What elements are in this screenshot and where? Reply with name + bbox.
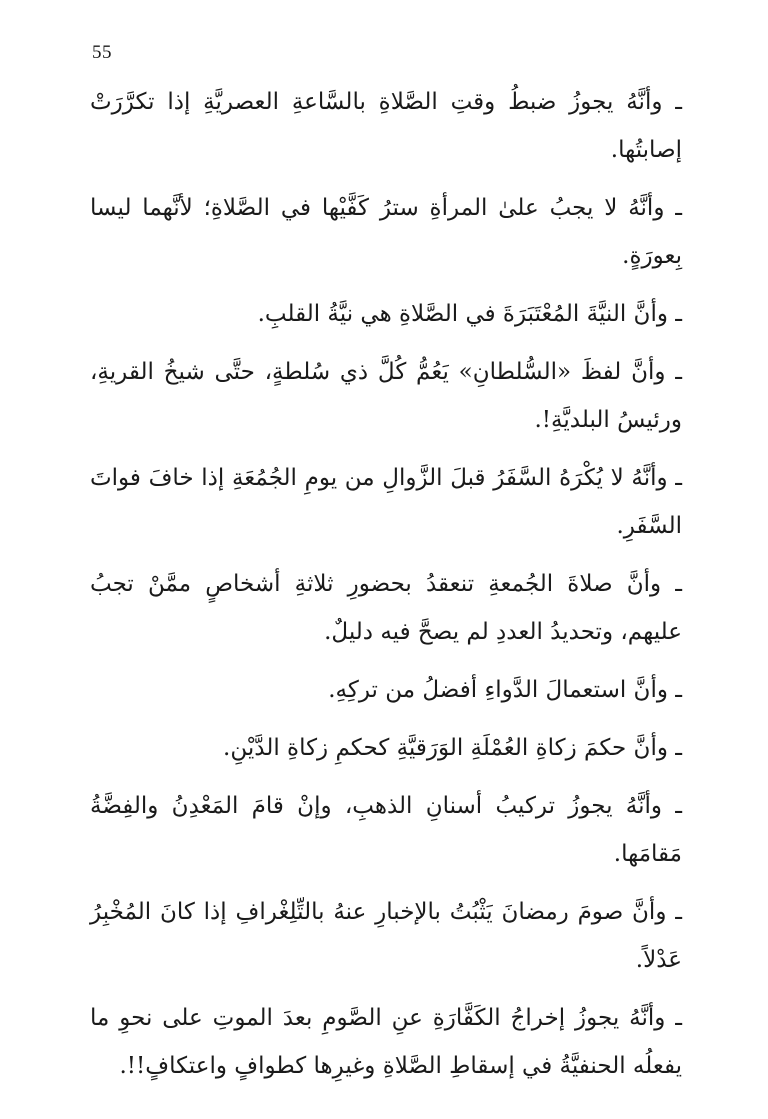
paragraph: ـ وأنَّهُ يجوزُ ضبطُ وقتِ الصَّلاةِ بالسَّاعةِ العصريَّةِ إذا تكرَّرَتْ إصابتُها. bbox=[90, 89, 682, 163]
paragraph: ـ وأنَّهُ يجوزُ تركيبُ أسنانِ الذهبِ، وإنْ قامَ المَعْدِنُ والفِضَّةُ مَقامَها. bbox=[90, 793, 682, 867]
paragraph: ـ وأنَّهُ لا يُكْرَهُ السَّفَرُ قبلَ الزَّوالِ من يومِ الجُمُعَةِ إذا خافَ فواتَ السَّفَرِ. bbox=[90, 465, 682, 539]
paragraph: ـ وأنَّ صلاةَ الجُمعةِ تنعقدُ بحضورِ ثلاثةِ أشخاصٍ ممَّنْ تجبُ عليهم، وتحديدُ العددِ لم يصحَّ فيه دليلٌ. bbox=[90, 571, 682, 645]
paragraph: ـ وأنَّ لفظَ «السُّلطانِ» يَعُمُّ كُلَّ ذي سُلطةٍ، حتَّى شيخُ القريةِ، ورئيسُ البلديَّةِ!. bbox=[90, 359, 682, 433]
page-number: 55 bbox=[92, 42, 112, 63]
page-body bbox=[90, 78, 682, 1100]
paragraph: ـ وأنَّهُ لا يجبُ علىٰ المرأةِ سترُ كَفَّيْها في الصَّلاةِ؛ لأنَّهما ليسا بِعورَةٍ. bbox=[90, 195, 682, 269]
paragraph: ـ وأنَّ استعمالَ الدَّواءِ أفضلُ من تركِهِ. bbox=[328, 677, 682, 703]
paragraph: ـ وأنَّ صومَ رمضانَ يَثْبُتُ بالإخبارِ عنهُ بالتِّلِغْرافِ إذا كانَ المُخْبِرُ عَدْلاً. bbox=[90, 899, 682, 973]
paragraph: ـ وأنَّهُ يجوزُ إخراجُ الكَفَّارَةِ عنِ الصَّومِ بعدَ الموتِ على نحوِ ما يفعلُه الحنفيَّةُ في إسقاطِ الصَّلاةِ وغيرِها كطوافٍ واعتكافٍ!!. bbox=[90, 1005, 682, 1079]
paragraph: ـ وأنَّ حكمَ زكاةِ العُمْلَةِ الوَرَقيَّةِ كحكمِ زكاةِ الدَّيْنِ. bbox=[223, 735, 682, 761]
paragraph: ـ وأنَّ النيَّةَ المُعْتَبَرَةَ في الصَّلاةِ هي نيَّةُ القلبِ. bbox=[257, 301, 682, 327]
